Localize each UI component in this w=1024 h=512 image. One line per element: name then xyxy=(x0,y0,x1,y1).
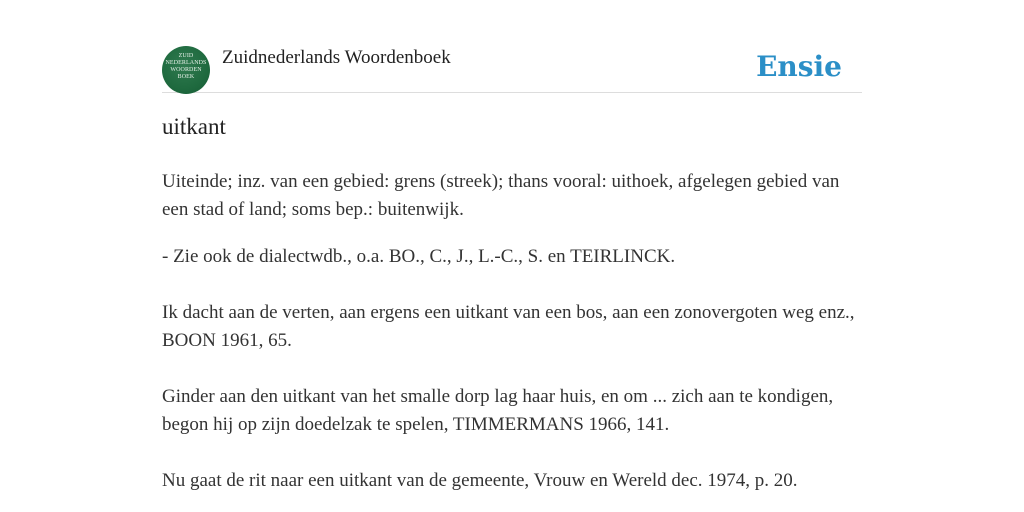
site-name-link[interactable]: Zuidnederlands Woordenboek xyxy=(222,47,451,68)
ensie-brand-link[interactable]: Ensie xyxy=(756,50,842,83)
logo-lettering: ZUID NEDERLANDS WOORDEN BOEK xyxy=(165,53,207,80)
quote-text: Ginder aan den uitkant van het smalle dorp lag haar huis, en om ... zich aan te kondigen, begon hij op zijn doedelzak te spelen, TIMMERMANS 1966, 141. xyxy=(162,386,834,435)
see-also-text: - Zie ook de dialectwdb., o.a. BO., C., J., L.-C., S. en TEIRLINCK. xyxy=(162,246,676,267)
dictionary-logo[interactable] xyxy=(162,46,210,94)
quote-text: Ik dacht aan de verten, aan ergens een uitkant van een bos, aan een zonovergoten weg enz., BOON 1961, 65. xyxy=(162,302,855,351)
header xyxy=(162,44,862,93)
definition-text: Uiteinde; inz. van een gebied: grens (streek); thans vooral: uithoek, afgelegen gebied van een stad of land; soms bep.: buitenwijk. xyxy=(162,171,840,220)
quote-text: Nu gaat de rit naar een uitkant van de gemeente, Vrouw en Wereld dec. 1974, p. 20. xyxy=(162,470,798,491)
entry-title: uitkant xyxy=(162,114,226,139)
entry-content xyxy=(162,168,862,495)
